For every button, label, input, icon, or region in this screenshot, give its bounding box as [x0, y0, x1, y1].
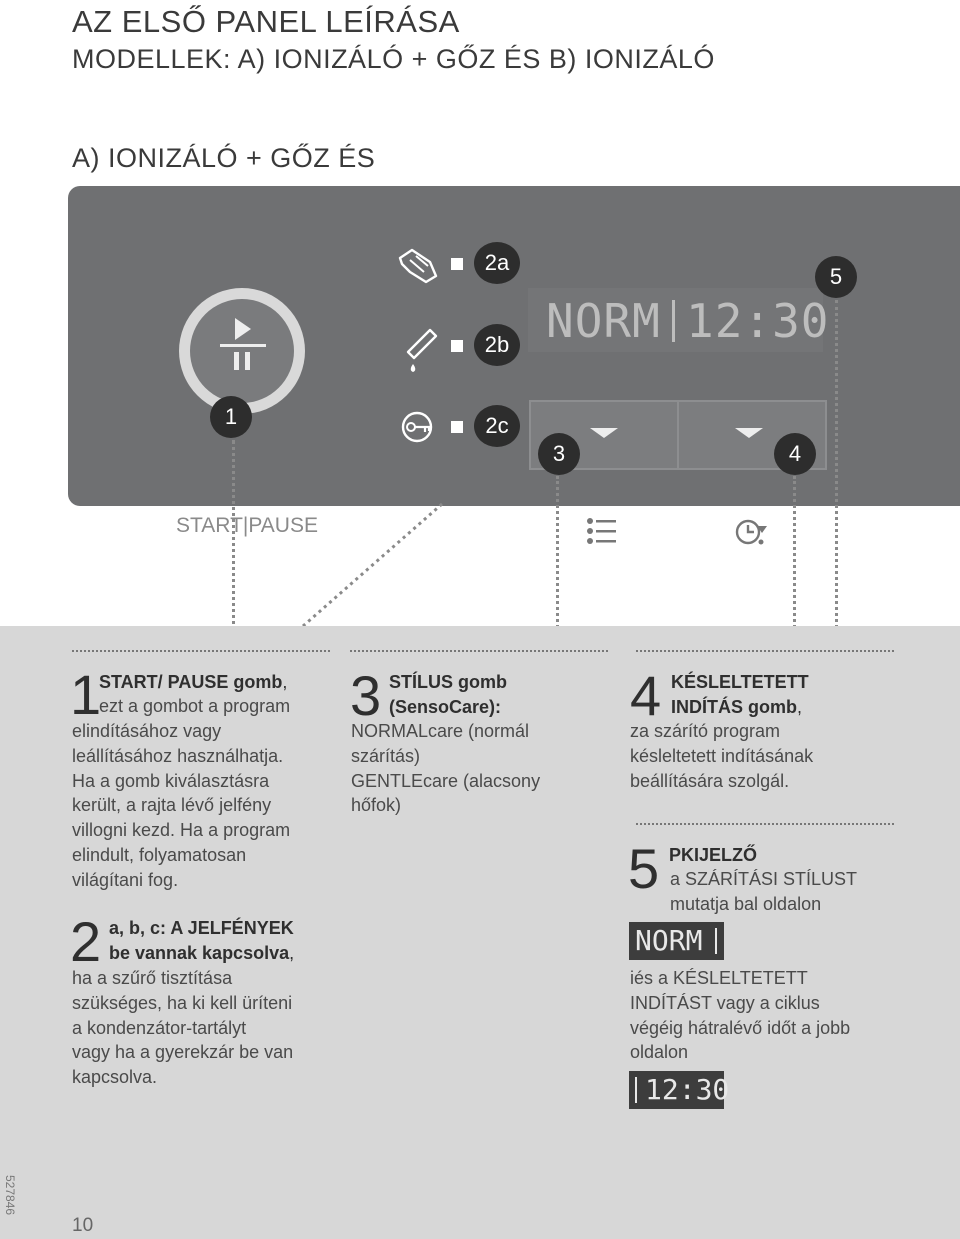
desc1-number: 1: [70, 663, 102, 726]
display-time: 12:30: [686, 294, 830, 348]
callout-line-5: [835, 300, 838, 652]
page-subtitle: MODELLEK: A) IONIZÁLÓ + GŐZ ÉS B) IONIZÁLÓ: [72, 44, 715, 74]
desc4-body: za szárító program késleltetett indításának beállítására szolgál.: [630, 721, 814, 791]
desc1-heading: START/ PAUSE gomb,: [99, 672, 288, 692]
desc5-body2: iés a KÉSLELTETETT INDÍTÁST vagy a ciklus végéig hátralévő időt a jobb oldalon: [630, 968, 851, 1063]
desc2-body: ha a szűrő tisztítása szükséges, ha ki kell üríteni a kondenzátor-tartályt vagy ha a gyerekzár be van kapcsolva.: [72, 968, 294, 1088]
desc5-body1: a SZÁRÍTÁSI STÍLUST mutatja bal oldalon: [670, 869, 858, 914]
mini-display-time: [629, 1071, 730, 1109]
key-lock-icon: [400, 410, 444, 444]
delay-start-button-arrow: [735, 428, 763, 438]
mini-display-mode: [629, 922, 724, 960]
section-title: A) IONIZÁLÓ + GŐZ ÉS: [72, 143, 376, 173]
delay-clock-icon: [735, 516, 769, 548]
mini-display-mode-text: NORM: [635, 924, 703, 957]
drip-brush-icon: [402, 326, 442, 374]
divider-col2: [350, 650, 608, 652]
desc3-number: 3: [350, 664, 382, 727]
page-number: 10: [72, 1215, 94, 1236]
desc4-heading-line1: KÉSLELTETETT: [671, 672, 809, 692]
badge-2a: 2a: [474, 242, 520, 284]
desc4-heading-line2: INDÍTÁS gomb,: [671, 697, 803, 717]
mini-display-separator: [715, 928, 717, 954]
start-pause-label: START|PAUSE: [176, 514, 318, 537]
desc3-body: NORMALcare (normál szárítás) GENTLEcare (alacsony hőfok): [351, 721, 541, 816]
indicator-light-2c: [451, 421, 463, 433]
list-icon: [586, 516, 618, 546]
desc2-heading-line2: be vannak kapcsolva,: [109, 943, 295, 963]
desc2-number: 2: [70, 910, 102, 973]
badge-2c: 2c: [474, 405, 520, 447]
callout-line-1: [232, 440, 235, 650]
badge-3: 3: [538, 433, 580, 475]
divider-col3: [636, 650, 894, 652]
desc3-heading-line1: STÍLUS gomb: [389, 672, 507, 692]
style-button-arrow: [590, 428, 618, 438]
document-code: 527846: [3, 1175, 17, 1216]
divider-col1: [72, 650, 330, 652]
hand-wash-icon: [396, 246, 440, 286]
badge-4: 4: [774, 433, 816, 475]
play-pause-icon: [215, 312, 271, 376]
badge-5: 5: [815, 256, 857, 298]
indicator-light-2a: [451, 258, 463, 270]
badge-1: 1: [210, 396, 252, 438]
display-mode: NORM: [546, 294, 661, 348]
desc5-heading: PKIJELZŐ: [669, 845, 758, 865]
desc1-first-line: ezt a gombot a program: [99, 696, 291, 716]
desc3-heading-line2: (SensoCare):: [389, 697, 502, 717]
page-title: AZ ELSŐ PANEL LEÍRÁSA: [72, 4, 460, 39]
indicator-light-2b: [451, 340, 463, 352]
desc1-body: elindításához vagy leállításához használhatja. Ha a gomb kiválasztásra került, a rajta lévő jelfény villogni kezd. Ha a program elindult, folyamatosan világítani fog.: [72, 721, 291, 890]
mini-display-time-separator: [635, 1077, 637, 1103]
display-separator: [672, 300, 675, 342]
desc2-heading-line1: a, b, c: A JELFÉNYEK: [109, 918, 294, 938]
desc4-number: 4: [630, 664, 662, 727]
badge-2b: 2b: [474, 324, 520, 366]
divider-col3b: [636, 823, 894, 825]
desc5-number: 5: [628, 837, 660, 900]
mini-display-time-text: 12:30: [645, 1073, 730, 1106]
